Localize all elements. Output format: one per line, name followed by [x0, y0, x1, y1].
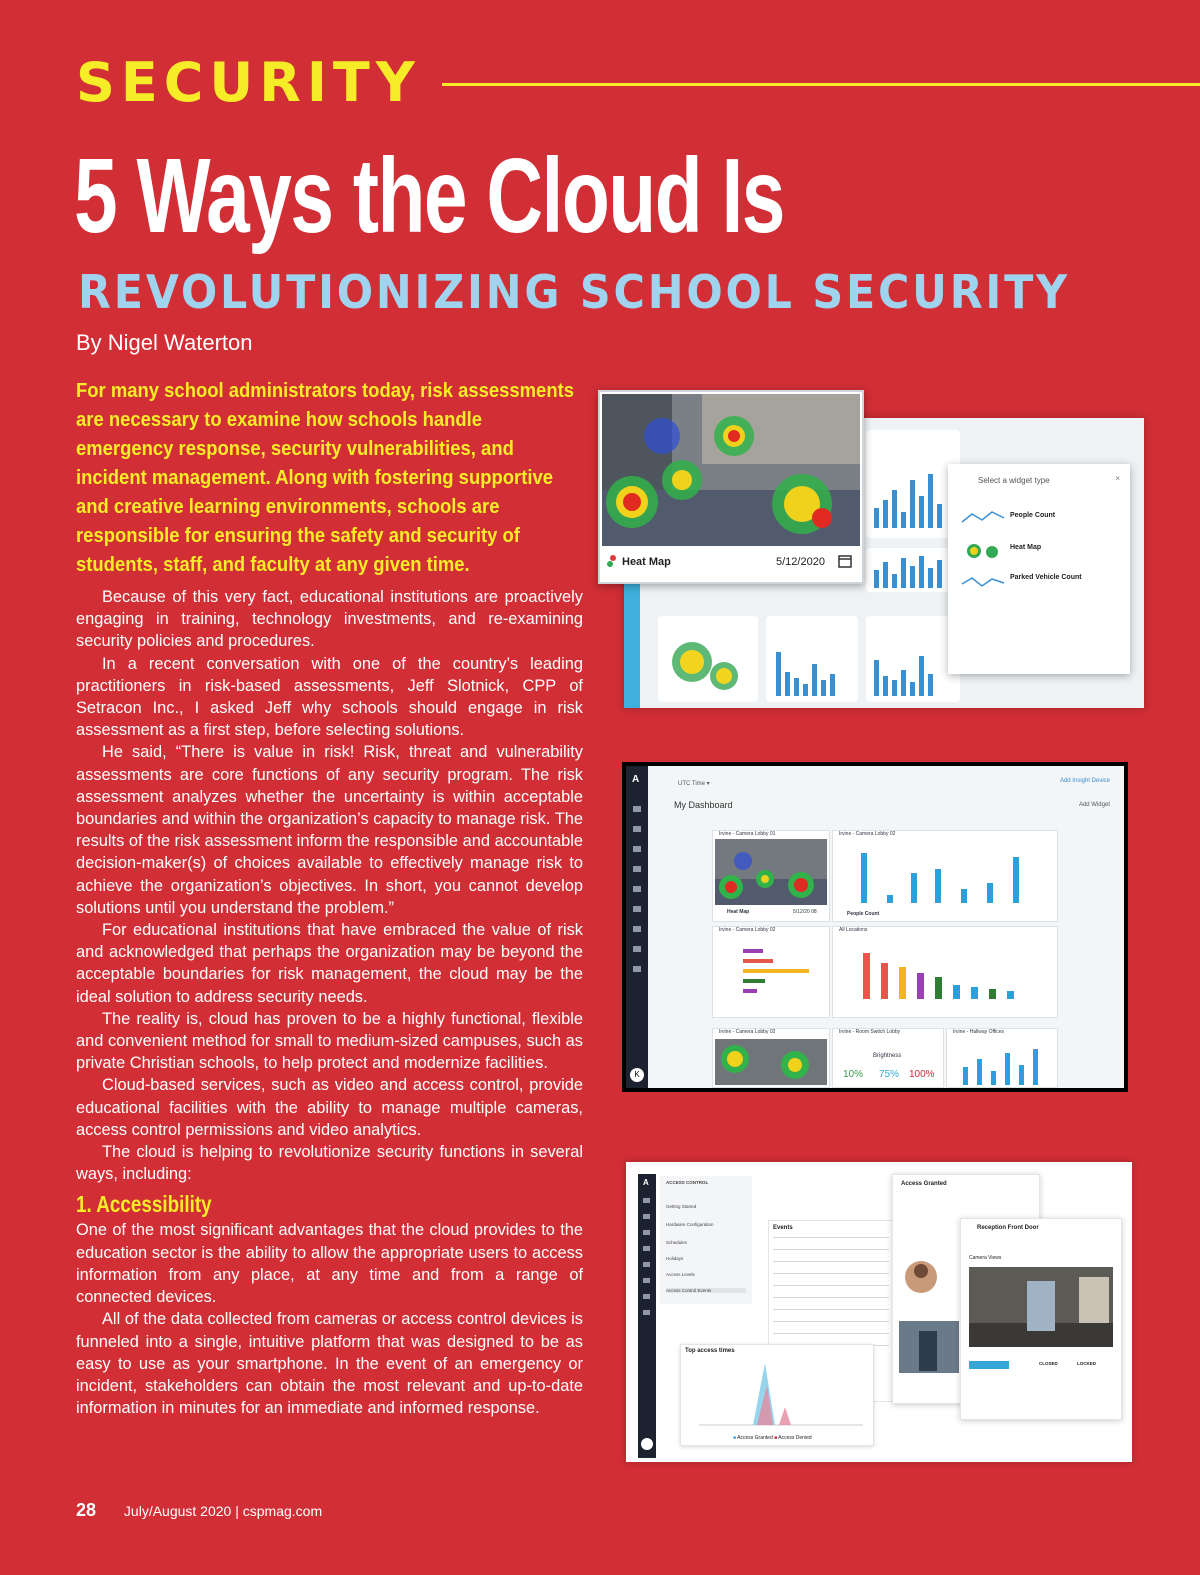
people-count-icon: [960, 506, 1006, 528]
timezone-select[interactable]: UTC Time ▾: [678, 781, 710, 787]
avatar[interactable]: [641, 1438, 653, 1450]
camera-label: Heat Map: [622, 556, 671, 568]
bar-chart: [843, 843, 1043, 909]
brightness-mid: 75%: [879, 1069, 900, 1080]
paragraph: The cloud is helping to revolutionize security functions in several ways, including:: [76, 1143, 583, 1184]
paragraph: All of the data collected from cameras or access control devices is funneled into a single, intuitive platform that was designed to be as easy to use as your smartphone. In the event of an emergency or incident, stakeholders can obtain the most relevant and up-to-date information in minutes for an immediate and informed response.: [76, 1310, 583, 1418]
chart-tile: [766, 616, 858, 702]
widget-option[interactable]: Parked Vehicle Count: [1010, 574, 1082, 581]
avatar: [901, 1257, 941, 1297]
panel-title: Irvine - Room Switch Lobby: [839, 1029, 901, 1035]
heat-map-icon: [960, 540, 1006, 562]
avatar[interactable]: K: [630, 1068, 644, 1082]
section-rule: [442, 83, 1200, 86]
close-icon[interactable]: ×: [1115, 474, 1120, 483]
menu-item[interactable]: Hardware Configuration: [666, 1222, 714, 1227]
menu-item[interactable]: Access Control Events: [666, 1288, 746, 1293]
subhead: REVOLUTIONIZING SCHOOL SECURITY: [78, 265, 1070, 319]
widget-option[interactable]: Heat Map: [1010, 544, 1042, 551]
panel-title: Irvine - Camera Lobby 02: [719, 927, 776, 933]
card-title: Access Granted: [901, 1181, 947, 1187]
camera-panel[interactable]: [712, 1028, 830, 1088]
paragraph: The reality is, cloud has proven to be a highly functional, flexible and convenient method for small to medium-sized campuses, such as private Christian schools, to help protect and modernize facilities.: [76, 1009, 583, 1073]
brightness-low: 10%: [843, 1069, 864, 1080]
camera-view: [602, 394, 860, 546]
unlock-button[interactable]: [969, 1361, 1009, 1369]
camera-heatmap: [715, 1039, 827, 1085]
heatmap-icon: [606, 554, 618, 568]
nav-icons[interactable]: [632, 806, 642, 996]
paragraph: Because of this very fact, educational institutions are proactively engaging in training, technology investments, and re-examining security policies and procedures.: [76, 588, 583, 651]
dashboard-figure: [622, 762, 1128, 1092]
nav-rail: [626, 766, 648, 1088]
heatmap-tile: [658, 616, 758, 702]
section-header: [76, 50, 1200, 120]
brightness-label: Brightness: [873, 1053, 902, 1059]
horizontal-bar-chart: [743, 945, 827, 1001]
subheading: 1. Accessibility: [76, 1191, 212, 1218]
section-label: SECURITY: [76, 51, 421, 114]
chart-legend: ■ Access Granted ■ Access Denied: [733, 1435, 812, 1441]
menu-item[interactable]: Access Levels: [666, 1272, 695, 1277]
door-card[interactable]: [960, 1218, 1122, 1420]
page-number: 28: [76, 1500, 97, 1520]
add-device-button[interactable]: Add Insight Device: [1059, 778, 1110, 784]
issue-info: July/August 2020 | cspmag.com: [123, 1503, 323, 1519]
dashboard-title: My Dashboard: [674, 800, 733, 810]
menu-item[interactable]: Holidays: [666, 1256, 684, 1261]
paragraph: Cloud-based services, such as video and access control, provide educational facilities with the ability to manage multiple cameras, access control permissions and video analytics.: [76, 1076, 583, 1139]
events-title: Events: [773, 1225, 793, 1231]
camera-card[interactable]: [598, 390, 864, 584]
people-by-location-chart: [843, 945, 1043, 1005]
brightness-high: 100%: [909, 1069, 935, 1080]
brightness-panel[interactable]: [832, 1028, 944, 1088]
paragraph: For educational institutions that have embraced the value of risk and acknowledged that perhaps the organization may be beyond the acceptable boundaries for risk management, the cloud may be the ideal solution to address security needs.: [76, 921, 583, 1006]
chart-title: Top access times: [685, 1348, 735, 1354]
panel-title: Irvine - Camera Lobby 01: [719, 831, 776, 837]
heat-map-date: 5/12/20 08: [793, 909, 817, 915]
logo-icon: A: [632, 774, 640, 785]
legend-item: Access Denied: [778, 1435, 812, 1441]
panel-title: Irvine - Hallway Offices: [953, 1029, 1005, 1035]
widget-option[interactable]: People Count: [1010, 512, 1056, 519]
page-footer: [76, 1500, 322, 1521]
paragraph: One of the most significant advantages that the cloud provides to the education sector is the ability to allow the appropriate users to access information from any place, at any time and from a range of connected devices.: [76, 1221, 583, 1307]
access-control-figure: [626, 1162, 1132, 1462]
vehicle-count-icon: [960, 570, 1006, 592]
chart-tile: [866, 548, 960, 592]
heatmap-figure: [598, 390, 1146, 710]
locations-panel[interactable]: [832, 926, 1058, 1018]
door-status-closed: CLOSED: [1039, 1361, 1058, 1366]
legend-item: Access Granted: [737, 1435, 773, 1441]
panel-title: All Locations: [839, 927, 868, 933]
hbar-panel[interactable]: [712, 926, 830, 1018]
article-body: [76, 586, 583, 1419]
paragraph: He said, “There is value in risk! Risk, threat and vulnerability assessments are core functions of any security program. The risk assessment analyzes whether the uncertainty is within acceptable boundaries and within the organization’s capacity to manage risk. The results of the risk assessment inform the responsible and accountable decision-maker(s) of choices available to effectively manage risk to achieve the organization’s objectives. In short, you cannot develop solutions until you understand the problem.”: [76, 743, 583, 917]
add-widget-button[interactable]: Add Widget: [1078, 802, 1110, 808]
camera-panel[interactable]: [712, 830, 830, 922]
chart-tile: [866, 430, 960, 538]
menu-title: ACCESS CONTROL: [666, 1180, 709, 1185]
door-status-locked: LOCKED: [1077, 1361, 1096, 1366]
bar-panel[interactable]: [832, 830, 1058, 922]
calendar-icon[interactable]: [838, 554, 852, 568]
nav-icons[interactable]: [643, 1198, 651, 1328]
door-camera: [969, 1267, 1113, 1347]
menu-item[interactable]: Schedules: [666, 1240, 688, 1245]
nav-rail: [638, 1174, 656, 1458]
people-count-label: People Count: [847, 911, 880, 917]
byline: By Nigel Waterton: [76, 330, 253, 355]
logo-icon: A: [643, 1178, 649, 1187]
bar-panel[interactable]: [946, 1028, 1058, 1088]
camera-date: 5/12/2020: [776, 556, 825, 568]
camera-views-label: Camera Views: [969, 1255, 1002, 1261]
panel-title: Irvine - Camera Lobby 02: [839, 831, 896, 837]
headline: 5 Ways the Cloud Is: [74, 137, 784, 255]
bar-chart-icon: [866, 430, 960, 538]
access-menu: [660, 1176, 752, 1304]
camera-heatmap: [715, 839, 827, 905]
panel-title: Irvine - Camera Lobby 02: [719, 1029, 776, 1035]
paragraph: In a recent conversation with one of the country’s leading practitioners in risk-based assessments, Jeff Slotnick, CPP of Setracon Inc., I asked Jeff why schools should engage in risk assessment as a first step, before selecting solutions.: [76, 654, 583, 740]
widget-picker[interactable]: [948, 464, 1130, 674]
lede: For many school administrators today, risk assessments are necessary to examine how schools handle emergency response, security vulnerabilities, and incident management. Along with fostering supportive and creative learning environments, schools are responsible for ensuring the safety and security of students, staff, and faculty at any given time.: [76, 379, 574, 576]
chart-tile: [866, 616, 960, 702]
access-times-chart: [680, 1344, 874, 1446]
heat-map-label: Heat Map: [727, 909, 750, 915]
menu-item[interactable]: Getting Started: [666, 1204, 697, 1209]
video-thumbnail: [899, 1321, 959, 1373]
door-title: Reception Front Door: [977, 1225, 1039, 1231]
widget-picker-title: Select a widget type: [978, 476, 1050, 485]
